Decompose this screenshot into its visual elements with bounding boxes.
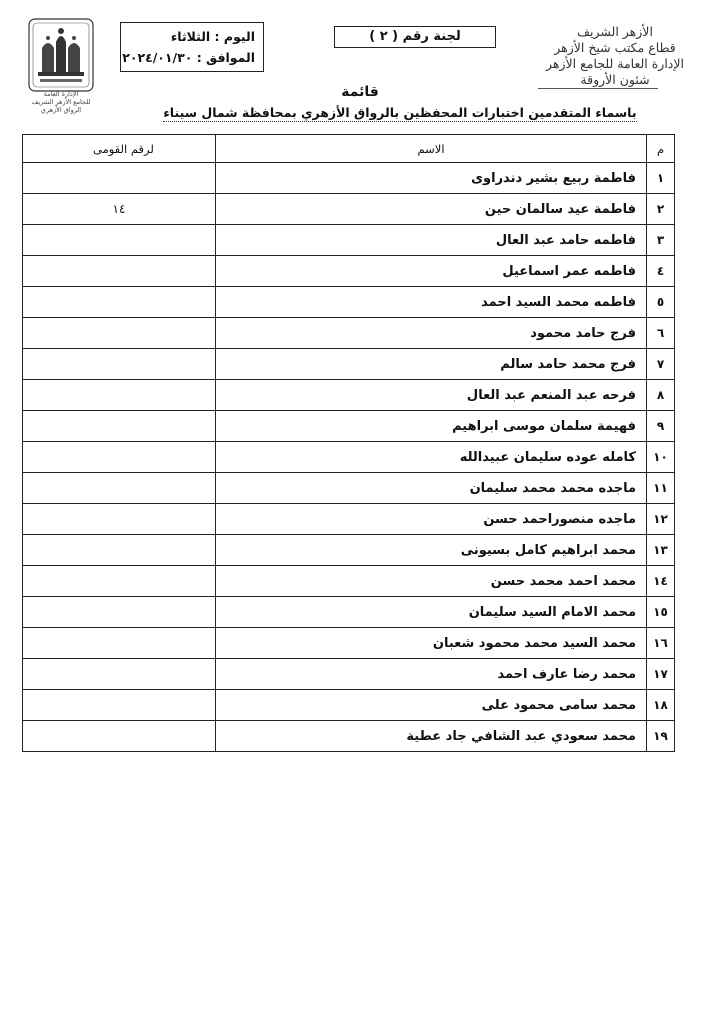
- header-national-id: لرقم القومى: [23, 135, 216, 163]
- row-name: محمد ابراهيم كامل بسيونى: [216, 535, 647, 566]
- row-number: ١٦: [647, 628, 675, 659]
- row-number: ١٥: [647, 597, 675, 628]
- row-name: فاطمه عمر اسماعيل: [216, 256, 647, 287]
- row-national-id: [23, 225, 216, 256]
- date-label: الموافق : ٢٠٢٤/٠١/٣٠: [122, 50, 255, 65]
- row-name: فرج محمد حامد سالم: [216, 349, 647, 380]
- table-row: [23, 628, 675, 659]
- list-subtitle: [0, 105, 720, 120]
- row-number: ١٧: [647, 659, 675, 690]
- row-name: فهيمة سلمان موسى ابراهيم: [216, 411, 647, 442]
- row-name: محمد رضا عارف احمد: [216, 659, 647, 690]
- row-name: فاطمه حامد عبد العال: [216, 225, 647, 256]
- org-line-4: شئون الأروقة: [580, 72, 650, 87]
- row-name: ماجده محمد محمد سليمان: [216, 473, 647, 504]
- table-row: [23, 659, 675, 690]
- row-number: ٩: [647, 411, 675, 442]
- table-row: [23, 566, 675, 597]
- table-row: [23, 411, 675, 442]
- row-name: محمد احمد محمد حسن: [216, 566, 647, 597]
- row-name: فاطمة ربيع بشير دندراوى: [216, 163, 647, 194]
- row-number: ١٩: [647, 721, 675, 752]
- roster-body: [23, 163, 675, 752]
- list-subtitle-text: باسماء المتقدمين اختبارات المحفظين بالرواق الأزهري بمحافظة شمال سيناء: [163, 105, 637, 120]
- table-row: [23, 690, 675, 721]
- row-national-id: [23, 566, 216, 597]
- header-num: م: [647, 135, 675, 163]
- org-line-2: قطاع مكتب شيخ الأزهر: [554, 40, 676, 55]
- org-line-3: الإدارة العامة للجامع الأزهر: [546, 56, 684, 71]
- roster-table: [22, 134, 675, 752]
- date-box: [120, 22, 264, 72]
- row-name: فاطمه محمد السيد احمد: [216, 287, 647, 318]
- row-national-id: [23, 318, 216, 349]
- table-row: [23, 318, 675, 349]
- table-row: [23, 504, 675, 535]
- row-national-id: [23, 628, 216, 659]
- row-national-id: [23, 535, 216, 566]
- row-national-id: [23, 287, 216, 318]
- row-number: ١١: [647, 473, 675, 504]
- row-national-id: [23, 504, 216, 535]
- row-name: كامله عوده سليمان عبيدالله: [216, 442, 647, 473]
- row-number: ١٤: [647, 566, 675, 597]
- table-row: [23, 225, 675, 256]
- row-number: ٣: [647, 225, 675, 256]
- row-national-id: [23, 473, 216, 504]
- header-name: الاسم: [216, 135, 647, 163]
- row-number: ٢: [647, 194, 675, 225]
- list-title: قائمة: [341, 84, 379, 100]
- row-national-id: [23, 442, 216, 473]
- azhar-logo: [28, 18, 94, 92]
- row-name: محمد السيد محمد محمود شعبان: [216, 628, 647, 659]
- row-name: فرج حامد محمود: [216, 318, 647, 349]
- table-row: [23, 473, 675, 504]
- row-national-id: [23, 256, 216, 287]
- table-row: [23, 256, 675, 287]
- row-national-id: [23, 194, 216, 225]
- row-national-id: [23, 411, 216, 442]
- row-national-id: [23, 349, 216, 380]
- row-number: ٤: [647, 256, 675, 287]
- table-row: [23, 721, 675, 752]
- row-number: ١٠: [647, 442, 675, 473]
- row-number: ١: [647, 163, 675, 194]
- row-national-id: [23, 597, 216, 628]
- committee-number-box: لجنة رقم ( ٢ ): [334, 26, 496, 48]
- table-row: [23, 194, 675, 225]
- row-name: محمد سعودي عبد الشافي جاد عطية: [216, 721, 647, 752]
- row-number: ٥: [647, 287, 675, 318]
- table-row: [23, 163, 675, 194]
- logo-caption-line: للجامع الأزهر الشريف: [31, 98, 91, 106]
- row-name: محمد سامى محمود على: [216, 690, 647, 721]
- table-row: [23, 597, 675, 628]
- row-number: ٨: [647, 380, 675, 411]
- row-number: ١٨: [647, 690, 675, 721]
- row-national-id: [23, 721, 216, 752]
- row-national-id: [23, 163, 216, 194]
- day-label: اليوم : الثلاثاء: [170, 29, 255, 44]
- logo-caption-line: الرواق الأزهري: [40, 106, 82, 114]
- row-number: ٦: [647, 318, 675, 349]
- table-header-row: [23, 135, 675, 163]
- table-row: [23, 535, 675, 566]
- row-number: ١٣: [647, 535, 675, 566]
- table-row: [23, 349, 675, 380]
- row-name: فاطمة عيد سالمان حين: [216, 194, 647, 225]
- national-id-fragment: ١٤: [112, 202, 126, 216]
- row-number: ١٢: [647, 504, 675, 535]
- row-name: ماجده منصوراحمد حسن: [216, 504, 647, 535]
- logo-caption-line: الإدارة العامة: [43, 90, 79, 98]
- row-name: فرحه عبد المنعم عبد العال: [216, 380, 647, 411]
- row-national-id: [23, 380, 216, 411]
- row-name: محمد الامام السيد سليمان: [216, 597, 647, 628]
- row-national-id: [23, 659, 216, 690]
- row-national-id: [23, 690, 216, 721]
- row-number: ٧: [647, 349, 675, 380]
- table-row: [23, 380, 675, 411]
- table-row: [23, 442, 675, 473]
- table-row: [23, 287, 675, 318]
- org-line-1: الأزهر الشريف: [577, 24, 653, 39]
